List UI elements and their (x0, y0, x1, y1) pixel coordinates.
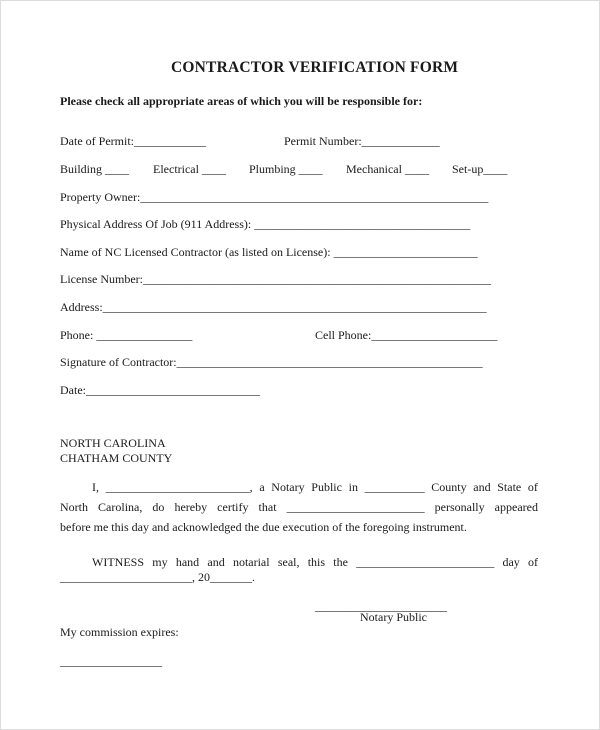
notary-state: NORTH CAROLINA (60, 436, 166, 450)
form-instruction: Please check all appropriate areas of which you will be responsible for: (60, 94, 423, 108)
word: in (348, 480, 358, 494)
word: Notary (271, 480, 305, 494)
word: day (502, 555, 520, 569)
word: seal, (277, 555, 300, 569)
notary-line-2 (60, 501, 538, 513)
appeared-person-blank[interactable]: _______________________ (286, 500, 425, 514)
notary-county: CHATHAM COUNTY (60, 451, 173, 465)
word: personally (434, 500, 485, 514)
notary-signature-line[interactable]: ______________________ (315, 599, 447, 613)
word: appeared (494, 500, 538, 514)
word: and (207, 555, 225, 569)
license-number-field[interactable]: License Number:__________________________________________________________ (60, 272, 491, 286)
word: Public (311, 480, 342, 494)
date-field[interactable]: Date:_____________________________ (60, 383, 260, 397)
phone-field[interactable]: Phone: ________________ (60, 328, 193, 342)
county-blank[interactable]: __________ (364, 480, 425, 494)
licensed-contractor-field[interactable]: Name of NC Licensed Contractor (as listed on License): ________________________ (60, 245, 478, 259)
word: my (152, 555, 168, 569)
word: of (527, 480, 538, 494)
word: certify (217, 500, 249, 514)
word: County (431, 480, 467, 494)
address-field[interactable]: Address:________________________________________________________________ (60, 300, 487, 314)
signature-field[interactable]: Signature of Contractor:___________________________________________________ (60, 355, 483, 369)
word: that (258, 500, 277, 514)
witness-line (92, 556, 538, 568)
plumbing-checkbox[interactable]: Plumbing ____ (249, 162, 323, 176)
day-blank[interactable]: _______________________ (356, 555, 495, 569)
word: a (259, 480, 265, 494)
word: the (333, 555, 348, 569)
form-title: CONTRACTOR VERIFICATION FORM (171, 59, 459, 76)
notary-name-blank[interactable]: ________________________, (105, 480, 253, 494)
commission-expires-label: My commission expires: (60, 625, 179, 639)
word: hand (175, 555, 200, 569)
word: this (307, 555, 326, 569)
commission-expires-field[interactable]: _________________ (60, 654, 162, 668)
building-checkbox[interactable]: Building ____ (60, 162, 130, 176)
word: Carolina, (98, 500, 143, 514)
word: and (473, 480, 491, 494)
notary-line-3: before me this day and acknowledged the due execution of the foregoing instrument. (60, 520, 467, 534)
word: hereby (174, 500, 208, 514)
setup-checkbox[interactable]: Set-up____ (452, 162, 508, 176)
word: notarial (232, 555, 270, 569)
word: North (60, 500, 88, 514)
date-of-permit-field[interactable]: Date of Permit:____________ (60, 134, 206, 148)
word: do (152, 500, 165, 514)
word: State (497, 480, 522, 494)
word: WITNESS (92, 555, 144, 569)
word: of (528, 555, 538, 569)
mechanical-checkbox[interactable]: Mechanical ____ (346, 162, 429, 176)
cell-phone-field[interactable]: Cell Phone:_____________________ (315, 328, 498, 342)
witness-month-year-field[interactable]: ______________________, 20_______. (60, 570, 255, 584)
word: I, (92, 480, 99, 494)
electrical-checkbox[interactable]: Electrical ____ (153, 162, 226, 176)
property-owner-field[interactable]: Property Owner:__________________________________________________________ (60, 190, 489, 204)
physical-address-field[interactable]: Physical Address Of Job (911 Address): ____________________________________ (60, 217, 471, 231)
notary-line-1 (92, 481, 538, 493)
permit-number-field[interactable]: Permit Number:_____________ (284, 134, 440, 148)
notary-public-label: Notary Public (360, 610, 427, 624)
